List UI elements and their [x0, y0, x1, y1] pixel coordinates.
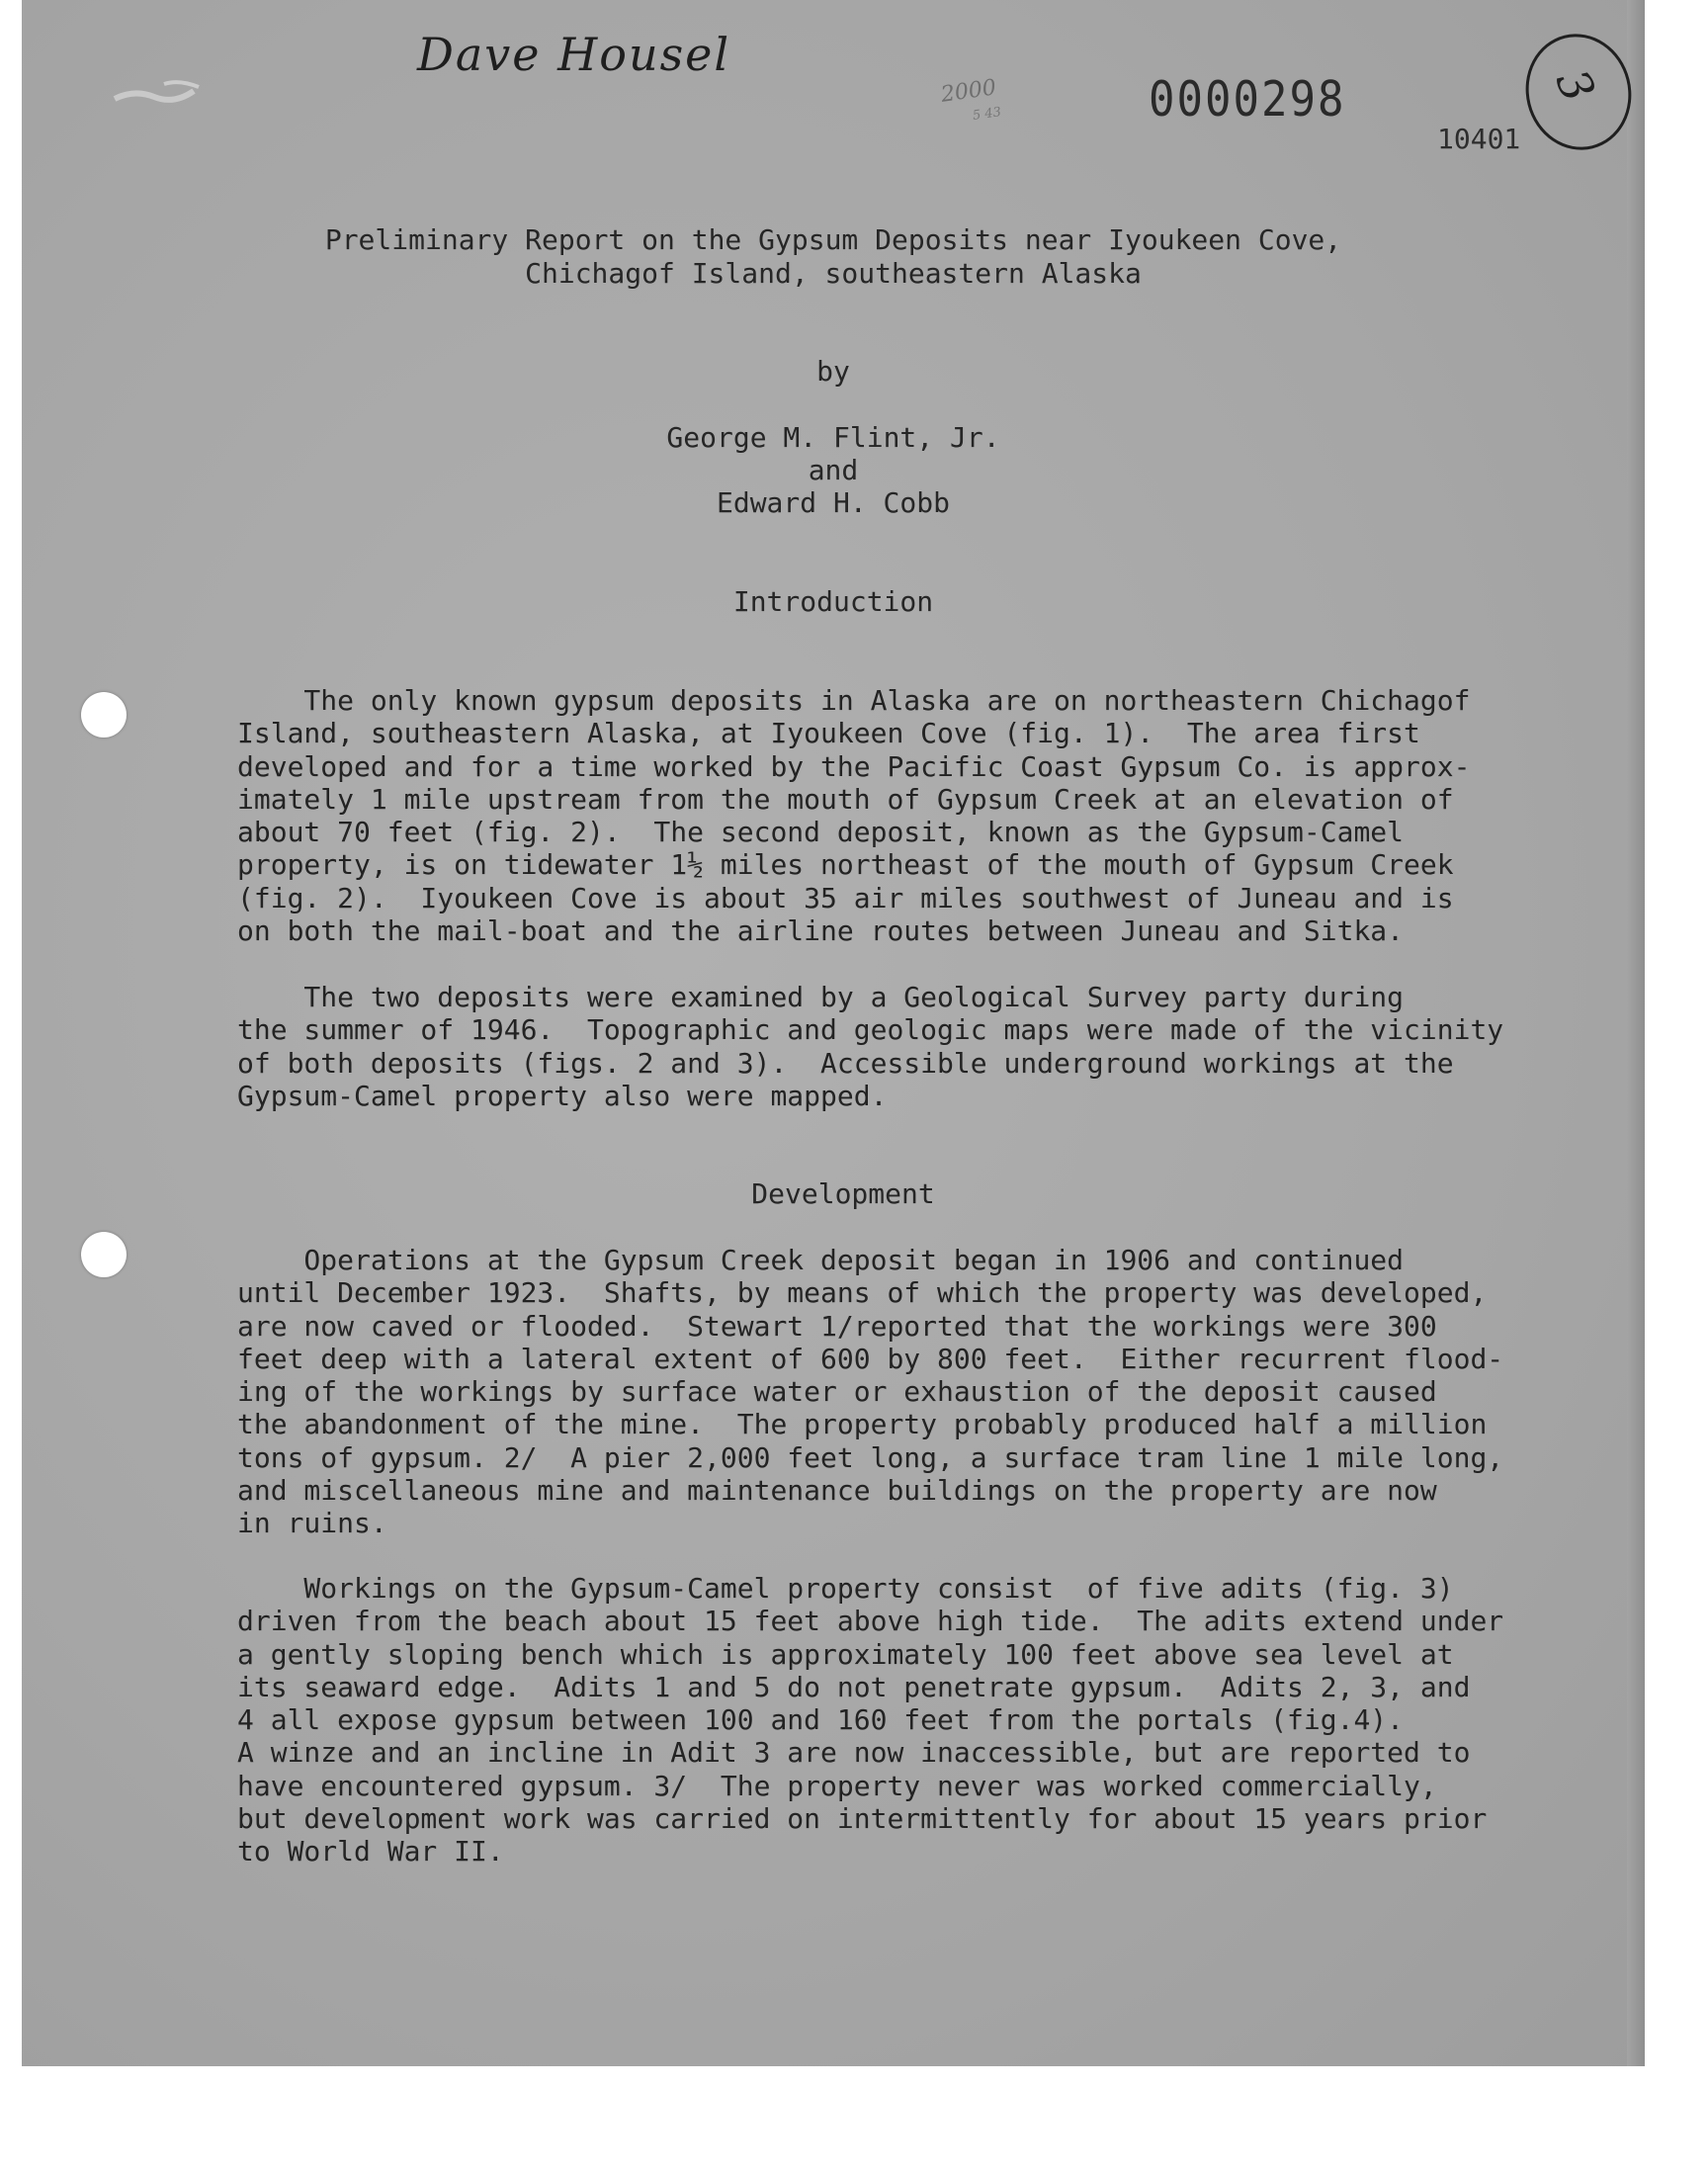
text-line: its seaward edge. Adits 1 and 5 do not penetrate gypsum. Adits 2, 3, and	[237, 1670, 1471, 1703]
section-heading-development: Development	[751, 1177, 935, 1210]
handwritten-name: Dave Housel	[417, 28, 731, 81]
text-line: Island, southeastern Alaska, at Iyoukeen Cove (fig. 1). The area first	[237, 717, 1420, 750]
text-line: on both the mail-boat and the airline routes between Juneau and Sitka.	[237, 914, 1405, 948]
text-line: A winze and an incline in Adit 3 are now inaccessible, but are reported to	[237, 1736, 1471, 1770]
text-line: but development work was carried on intermittently for about 15 years prior	[237, 1802, 1488, 1836]
section-heading-introduction: Introduction	[732, 585, 934, 618]
text-line: a gently sloping bench which is approximately 100 feet above sea level at	[237, 1637, 1454, 1671]
text-line: have encountered gypsum. 3/ The property never was worked commercially,	[237, 1769, 1437, 1802]
text-line: Gypsum-Camel property also were mapped.	[237, 1079, 888, 1112]
text-line: Operations at the Gypsum Creek deposit began in 1906 and continued	[237, 1244, 1405, 1276]
punch-hole-lower	[81, 1232, 127, 1277]
text-line: of both deposits (figs. 2 and 3). Accessible underground workings at the	[237, 1046, 1454, 1080]
page-edge-shadow	[1627, 0, 1645, 2066]
text-line: to World War II.	[237, 1835, 504, 1869]
byline-by: by	[816, 355, 850, 388]
text-line: and miscellaneous mine and maintenance buildings on the property are now	[237, 1474, 1437, 1508]
document-number-stamp: 0000298	[1149, 71, 1346, 129]
text-line: the summer of 1946. Topographic and geologic maps were made of the vicinity	[237, 1013, 1504, 1047]
text-line: tons of gypsum. 2/ A pier 2,000 feet long, a surface tram line 1 mile long,	[237, 1440, 1504, 1474]
ink-smudge	[105, 69, 223, 119]
text-line: ing of the workings by surface water or exhaustion of the deposit caused	[237, 1375, 1437, 1409]
scanned-page	[22, 0, 1645, 2066]
text-line: about 70 feet (fig. 2). The second deposit, known as the Gypsum-Camel	[237, 816, 1405, 849]
text-line: Workings on the Gypsum-Camel property consist of five adits (fig. 3)	[237, 1572, 1454, 1605]
text-line: The only known gypsum deposits in Alaska are on northeastern Chichagof	[237, 684, 1471, 717]
text-line: developed and for a time worked by the Pacific Coast Gypsum Co. is approx-	[237, 749, 1471, 783]
text-line: imately 1 mile upstream from the mouth of Gypsum Creek at an elevation of	[237, 782, 1454, 816]
text-line: until December 1923. Shafts, by means of which the property was developed,	[237, 1276, 1488, 1310]
punch-hole-upper	[81, 692, 127, 738]
text-line: are now caved or flooded. Stewart 1/reported that the workings were 300	[237, 1309, 1437, 1343]
pencil-note: 2000	[939, 75, 998, 108]
title-line-2: Chichagof Island, southeastern Alaska	[525, 257, 1142, 290]
text-line: 4 all expose gypsum between 100 and 160 feet from the portals (fig.4).	[237, 1703, 1405, 1737]
title-line-1: Preliminary Report on the Gypsum Deposits near Iyoukeen Cove,	[324, 223, 1342, 256]
text-line: the abandonment of the mine. The property probably produced half a million	[237, 1408, 1488, 1441]
pencil-note-small: 5 43	[972, 105, 1002, 124]
development-paragraph-1	[237, 1244, 1542, 1540]
introduction-paragraph-1	[237, 684, 1542, 947]
author-2: Edward H. Cobb	[716, 486, 950, 519]
text-line: property, is on tidewater 1½ miles northeast of the mouth of Gypsum Creek	[237, 848, 1454, 882]
text-line: The two deposits were examined by a Geological Survey party during	[237, 981, 1405, 1013]
circled-page-mark	[1513, 23, 1643, 161]
text-line: in ruins.	[237, 1507, 387, 1540]
text-line: driven from the beach about 15 feet above high tide. The adits extend under	[237, 1605, 1504, 1638]
reference-number: 10401	[1437, 123, 1521, 155]
circled-mark-text: 3	[1545, 61, 1606, 110]
text-line: (fig. 2). Iyoukeen Cove is about 35 air miles southwest of Juneau and is	[237, 881, 1454, 914]
development-paragraph-2	[237, 1572, 1542, 1869]
introduction-paragraph-2	[237, 981, 1542, 1112]
text-line: feet deep with a lateral extent of 600 by 800 feet. Either recurrent flood-	[237, 1342, 1504, 1375]
byline-and: and	[808, 454, 859, 486]
author-1: George M. Flint, Jr.	[666, 421, 1000, 454]
